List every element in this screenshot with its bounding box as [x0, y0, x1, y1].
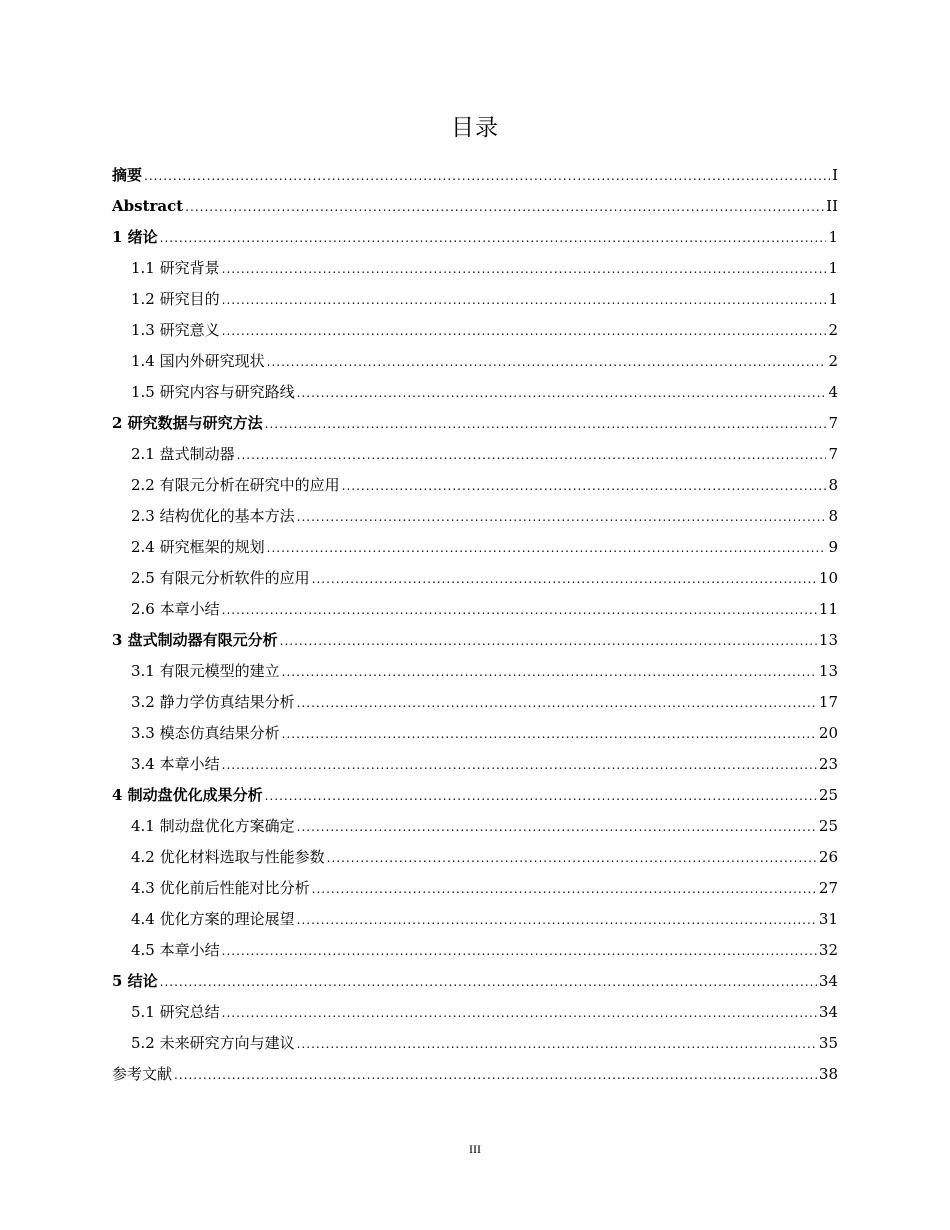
toc-entry[interactable] — [112, 1028, 838, 1059]
toc-entry-page: 8 — [828, 476, 838, 494]
toc-entry-page: 1 — [828, 259, 838, 277]
toc-entry-label: 1.2 研究目的 — [131, 290, 220, 308]
toc-entry-page: 27 — [818, 879, 838, 897]
toc-entry[interactable] — [112, 563, 838, 594]
toc-entry-label: 5.2 未来研究方向与建议 — [131, 1034, 295, 1052]
toc-entry[interactable] — [112, 656, 838, 687]
toc-entry-label: 2.3 结构优化的基本方法 — [131, 507, 295, 525]
toc-entry[interactable] — [112, 253, 838, 284]
toc-entry-page: I — [832, 166, 838, 184]
toc-entry-page: 11 — [818, 600, 838, 618]
toc-entry[interactable] — [112, 780, 838, 811]
toc-entry[interactable] — [112, 191, 838, 222]
toc-leader-dots — [222, 285, 827, 316]
toc-entry[interactable] — [112, 222, 838, 253]
toc-entry-label: 3 盘式制动器有限元分析 — [112, 631, 278, 649]
toc-entry-page: 26 — [818, 848, 838, 866]
toc-entry-page: 25 — [818, 817, 838, 835]
toc-entry-label: 4.4 优化方案的理论展望 — [131, 910, 295, 928]
toc-entry[interactable] — [112, 904, 838, 935]
toc-leader-dots — [267, 347, 827, 378]
toc-leader-dots — [312, 874, 817, 905]
toc-leader-dots — [185, 192, 824, 223]
toc-entry-page: 31 — [818, 910, 838, 928]
toc-entry-label: 2.5 有限元分析软件的应用 — [131, 569, 310, 587]
toc-entry[interactable] — [112, 687, 838, 718]
toc-leader-dots — [174, 1060, 817, 1091]
toc-entry[interactable] — [112, 625, 838, 656]
toc-entry-page: 1 — [828, 290, 838, 308]
toc-entry-page: 13 — [818, 631, 838, 649]
toc-entry-page: 2 — [828, 321, 838, 339]
toc-entry[interactable] — [112, 873, 838, 904]
page-number: III — [469, 1142, 481, 1156]
toc-entry-page: 8 — [828, 507, 838, 525]
toc-entry-label: 摘要 — [112, 166, 143, 184]
toc-entry-page: 23 — [818, 755, 838, 773]
toc-entry-label: 3.4 本章小结 — [131, 755, 220, 773]
toc-entry-label: 4 制动盘优化成果分析 — [112, 786, 263, 804]
toc-entry-label: 1 绪论 — [112, 228, 158, 246]
toc-entry-page: 34 — [818, 1003, 838, 1021]
toc-entry-page: 10 — [818, 569, 838, 587]
toc-entry[interactable] — [112, 935, 838, 966]
toc-entry-label: 3.3 模态仿真结果分析 — [131, 724, 280, 742]
toc-entry[interactable] — [112, 594, 838, 625]
toc-entry[interactable] — [112, 532, 838, 563]
toc-entry-label: 参考文献 — [112, 1065, 173, 1083]
toc-leader-dots — [297, 688, 817, 719]
toc-leader-dots — [297, 812, 817, 843]
toc-leader-dots — [222, 998, 817, 1029]
toc-leader-dots — [265, 781, 817, 812]
toc-entry-page: 7 — [828, 414, 838, 432]
toc-entry-page: 17 — [818, 693, 838, 711]
toc-leader-dots — [160, 223, 827, 254]
toc-entry-label: 5 结论 — [112, 972, 158, 990]
toc-entry-page: II — [826, 197, 838, 215]
toc-entry-label: 5.1 研究总结 — [131, 1003, 220, 1021]
toc-entry[interactable] — [112, 315, 838, 346]
toc-leader-dots — [144, 161, 830, 192]
toc-entry[interactable] — [112, 997, 838, 1028]
toc-entry-page: 4 — [828, 383, 838, 401]
toc-entry[interactable] — [112, 439, 838, 470]
toc-entry-label: 2.4 研究框架的规划 — [131, 538, 265, 556]
toc-leader-dots — [312, 564, 817, 595]
toc-leader-dots — [222, 750, 817, 781]
toc-entry[interactable] — [112, 284, 838, 315]
toc-entry-label: 4.3 优化前后性能对比分析 — [131, 879, 310, 897]
toc-entry[interactable] — [112, 718, 838, 749]
toc-entry[interactable] — [112, 346, 838, 377]
toc-leader-dots — [222, 595, 817, 626]
toc-leader-dots — [342, 471, 827, 502]
toc-entry[interactable] — [112, 1059, 838, 1090]
toc-entry[interactable] — [112, 470, 838, 501]
toc-entry-page: 13 — [818, 662, 838, 680]
toc-entry-label: 3.1 有限元模型的建立 — [131, 662, 280, 680]
toc-leader-dots — [237, 440, 827, 471]
toc-entry-label: 2.2 有限元分析在研究中的应用 — [131, 476, 340, 494]
toc-entry-page: 32 — [818, 941, 838, 959]
toc-leader-dots — [297, 1029, 817, 1060]
toc-leader-dots — [282, 657, 817, 688]
toc-entry-label: 2 研究数据与研究方法 — [112, 414, 263, 432]
toc-leader-dots — [282, 719, 817, 750]
toc-entry-page: 7 — [828, 445, 838, 463]
page-title: 目录 — [451, 115, 499, 141]
toc-entry[interactable] — [112, 749, 838, 780]
toc-entry-label: 1.3 研究意义 — [131, 321, 220, 339]
toc-entry[interactable] — [112, 811, 838, 842]
toc-entry-label: 1.5 研究内容与研究路线 — [131, 383, 295, 401]
toc-entry[interactable] — [112, 408, 838, 439]
toc-entry-label: 4.5 本章小结 — [131, 941, 220, 959]
toc-entry-label: 4.2 优化材料选取与性能参数 — [131, 848, 325, 866]
toc-entry-label: 1.4 国内外研究现状 — [131, 352, 265, 370]
toc-leader-dots — [297, 905, 817, 936]
toc-entry-label: Abstract — [112, 197, 184, 215]
toc-leader-dots — [297, 378, 827, 409]
toc-leader-dots — [265, 409, 827, 440]
toc-entry[interactable] — [112, 501, 838, 532]
toc-leader-dots — [327, 843, 817, 874]
toc-entry-page: 9 — [828, 538, 838, 556]
toc-entry-page: 1 — [828, 228, 838, 246]
toc-entry-page: 38 — [818, 1065, 838, 1083]
toc-leader-dots — [160, 967, 817, 998]
toc-leader-dots — [222, 254, 827, 285]
toc-entry-page: 35 — [818, 1034, 838, 1052]
toc-entry-label: 2.6 本章小结 — [131, 600, 220, 618]
toc-entry-label: 3.2 静力学仿真结果分析 — [131, 693, 295, 711]
table-of-contents — [112, 160, 838, 1090]
toc-entry-label: 4.1 制动盘优化方案确定 — [131, 817, 295, 835]
toc-entry-page: 25 — [818, 786, 838, 804]
toc-entry-page: 2 — [828, 352, 838, 370]
toc-entry-page: 20 — [818, 724, 838, 742]
toc-entry[interactable] — [112, 966, 838, 997]
toc-leader-dots — [222, 316, 827, 347]
toc-entry[interactable] — [112, 377, 838, 408]
toc-entry-label: 1.1 研究背景 — [131, 259, 220, 277]
toc-entry[interactable] — [112, 160, 838, 191]
toc-entry-label: 2.1 盘式制动器 — [131, 445, 235, 463]
toc-entry-page: 34 — [818, 972, 838, 990]
toc-leader-dots — [222, 936, 817, 967]
toc-leader-dots — [297, 502, 827, 533]
toc-entry[interactable] — [112, 842, 838, 873]
toc-leader-dots — [280, 626, 817, 657]
toc-leader-dots — [267, 533, 827, 564]
